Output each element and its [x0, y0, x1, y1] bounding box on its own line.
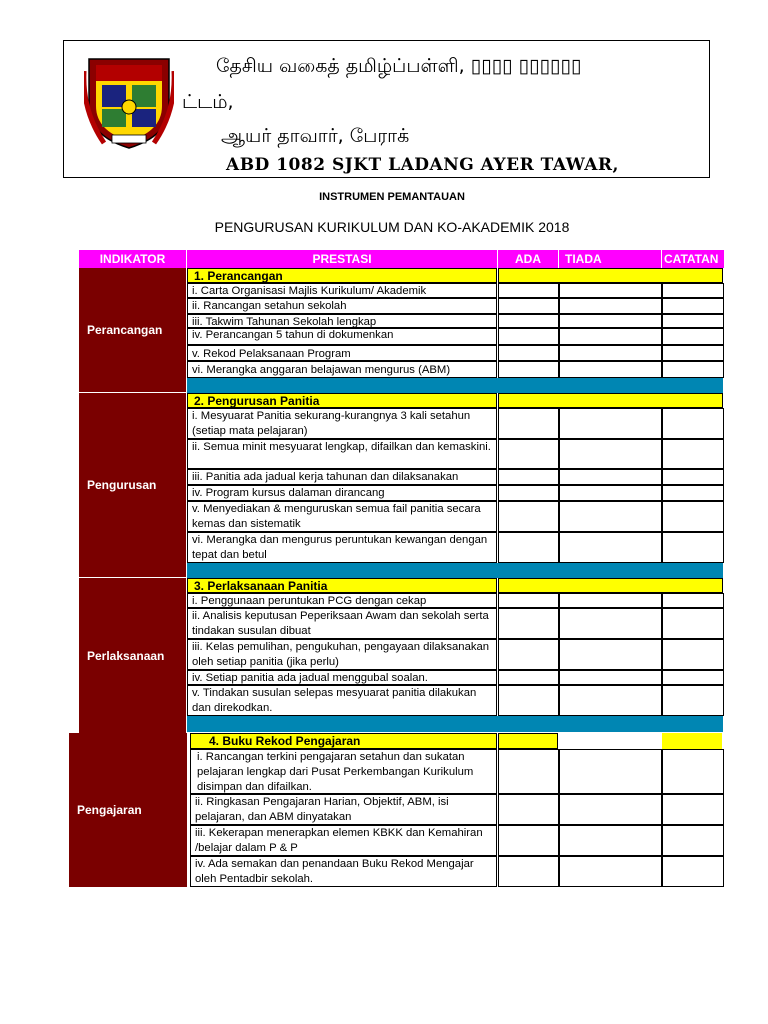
tiada-cell	[559, 825, 662, 856]
tiada-cell	[559, 593, 662, 608]
list-item: ii. Analisis keputusan Peperiksaan Awam dan sekolah serta tindakan susulan dibuat	[187, 608, 497, 639]
section-heading: 1. Perancangan	[187, 268, 497, 283]
tiada-cell	[559, 298, 662, 314]
tiada-cell	[559, 501, 662, 532]
list-item: i. Penggunaan peruntukan PCG dengan cekap	[187, 593, 497, 608]
list-item: v. Tindakan susulan selepas mesyuarat panitia dilakukan dan direkodkan.	[187, 685, 497, 716]
list-item: iv. Program kursus dalaman dirancang	[187, 485, 497, 501]
ada-cell	[498, 469, 559, 485]
catatan-cell	[662, 639, 724, 670]
section-heading: 3. Perlaksanaan Panitia	[187, 578, 497, 593]
ada-cell	[498, 794, 559, 825]
ada-cell	[498, 639, 559, 670]
catatan-cell	[662, 593, 724, 608]
section-separator	[187, 378, 723, 393]
catatan-cell	[662, 532, 724, 563]
header-line-4: ABD 1082 SJKT LADANG AYER TAWAR,	[226, 155, 619, 175]
section-heading-fill	[498, 393, 723, 408]
list-item: i. Rancangan terkini pengajaran setahun dan sukatan pelajaran lengkap dari Pusat Perkembangan Kurikulum disimpan dan difailkan.	[190, 749, 497, 794]
ada-cell	[498, 328, 559, 345]
catatan-cell	[662, 794, 724, 825]
tiada-cell	[559, 532, 662, 563]
section-heading-fill	[662, 733, 722, 749]
tiada-cell	[559, 670, 662, 685]
instrument-title: INSTRUMEN PEMANTAUAN	[319, 191, 465, 203]
tiada-cell	[559, 685, 662, 716]
col-header-indikator: INDIKATOR	[79, 250, 186, 268]
ada-cell	[498, 825, 559, 856]
list-item: vi. Merangka dan mengurus peruntukan kewangan dengan tepat dan betul	[187, 532, 497, 563]
catatan-cell	[662, 485, 724, 501]
ada-cell	[498, 361, 559, 378]
catatan-cell	[662, 469, 724, 485]
section-separator	[187, 716, 723, 732]
tiada-cell	[559, 314, 662, 328]
section-heading-fill	[498, 578, 723, 593]
list-item: ii. Rancangan setahun sekolah	[187, 298, 497, 314]
section-heading: 4. Buku Rekod Pengajaran	[190, 733, 497, 749]
catatan-cell	[662, 670, 724, 685]
indicator-pengurusan: Pengurusan	[79, 393, 186, 577]
indicator-pengajaran: Pengajaran	[69, 733, 187, 887]
list-item: vi. Merangka anggaran belajawan mengurus (ABM)	[187, 361, 497, 378]
list-item: iii. Takwim Tahunan Sekolah lengkap	[187, 314, 497, 328]
catatan-cell	[662, 314, 724, 328]
ada-cell	[498, 685, 559, 716]
header-line-3: ஆயர் தாவார், பேராக்	[221, 125, 410, 147]
list-item: iv. Setiap panitia ada jadual menggubal soalan.	[187, 670, 497, 685]
catatan-cell	[662, 825, 724, 856]
catatan-cell	[662, 749, 724, 794]
ada-cell	[498, 298, 559, 314]
list-item: iv. Ada semakan dan penandaan Buku Rekod Mengajar oleh Pentadbir sekolah.	[190, 856, 497, 887]
header-line-2: ட்டம்,	[182, 91, 234, 113]
tiada-cell	[559, 639, 662, 670]
col-header-prestasi: PRESTASI	[187, 250, 497, 268]
ada-cell	[498, 283, 559, 298]
list-item: v. Menyediakan & menguruskan semua fail panitia secara kemas dan sistematik	[187, 501, 497, 532]
ada-cell	[498, 593, 559, 608]
ada-cell	[498, 314, 559, 328]
tiada-cell	[559, 856, 662, 887]
list-item: i. Carta Organisasi Majlis Kurikulum/ Akademik	[187, 283, 497, 298]
list-item: iii. Panitia ada jadual kerja tahunan dan dilaksanakan	[187, 469, 497, 485]
catatan-cell	[662, 439, 724, 469]
list-item: iii. Kelas pemulihan, pengukuhan, pengayaan dilaksanakan oleh setiap panitia (jika perlu)	[187, 639, 497, 670]
list-item: i. Mesyuarat Panitia sekurang-kurangnya 3 kali setahun (setiap mata pelajaran)	[187, 408, 497, 439]
tiada-cell	[559, 485, 662, 501]
ada-cell	[498, 345, 559, 361]
list-item: ii. Ringkasan Pengajaran Harian, Objektif, ABM, isi pelajaran, dan ABM dinyatakan	[190, 794, 497, 825]
list-item: ii. Semua minit mesyuarat lengkap, difailkan dan kemaskini.	[187, 439, 497, 469]
tiada-cell	[559, 749, 662, 794]
ada-cell	[498, 608, 559, 639]
catatan-cell	[662, 856, 724, 887]
catatan-cell	[662, 501, 724, 532]
section-separator	[187, 563, 723, 578]
catatan-cell	[662, 685, 724, 716]
catatan-cell	[662, 328, 724, 345]
section-heading-fill	[498, 733, 558, 749]
catatan-cell	[662, 608, 724, 639]
ada-cell	[498, 439, 559, 469]
ada-cell	[498, 749, 559, 794]
ada-cell	[498, 408, 559, 439]
ada-cell	[498, 485, 559, 501]
catatan-cell	[662, 283, 724, 298]
ada-cell	[498, 501, 559, 532]
ada-cell	[498, 532, 559, 563]
indicator-perlaksanaan: Perlaksanaan	[79, 578, 186, 733]
header-line-1: தேசிய வகைத் தமிழ்ப்பள்ளி, ▯▯▯▯ ▯▯▯▯▯▯	[216, 55, 582, 77]
list-item: v. Rekod Pelaksanaan Program	[187, 345, 497, 361]
catatan-cell	[662, 298, 724, 314]
list-item: iv. Perancangan 5 tahun di dokumenkan	[187, 328, 497, 345]
tiada-cell	[559, 469, 662, 485]
section-heading: 2. Pengurusan Panitia	[187, 393, 497, 408]
section-heading-fill	[498, 268, 723, 283]
tiada-cell	[559, 439, 662, 469]
tiada-cell	[559, 345, 662, 361]
list-item: iii. Kekerapan menerapkan elemen KBKK dan Kemahiran /belajar dalam P & P	[190, 825, 497, 856]
catatan-cell	[662, 408, 724, 439]
catatan-cell	[662, 361, 724, 378]
col-header-catatan: CATATAN	[662, 250, 724, 268]
ada-cell	[498, 670, 559, 685]
col-header-ada: ADA	[498, 250, 558, 268]
catatan-cell	[662, 345, 724, 361]
tiada-cell	[559, 608, 662, 639]
tiada-cell	[559, 361, 662, 378]
tiada-cell	[559, 328, 662, 345]
tiada-cell	[559, 408, 662, 439]
tiada-cell	[559, 283, 662, 298]
subject-title: PENGURUSAN KURIKULUM DAN KO-AKADEMIK 2018	[214, 219, 570, 235]
indicator-perancangan: Perancangan	[79, 268, 186, 392]
ada-cell	[498, 856, 559, 887]
tiada-cell	[559, 794, 662, 825]
col-header-tiada: TIADA	[559, 250, 661, 268]
